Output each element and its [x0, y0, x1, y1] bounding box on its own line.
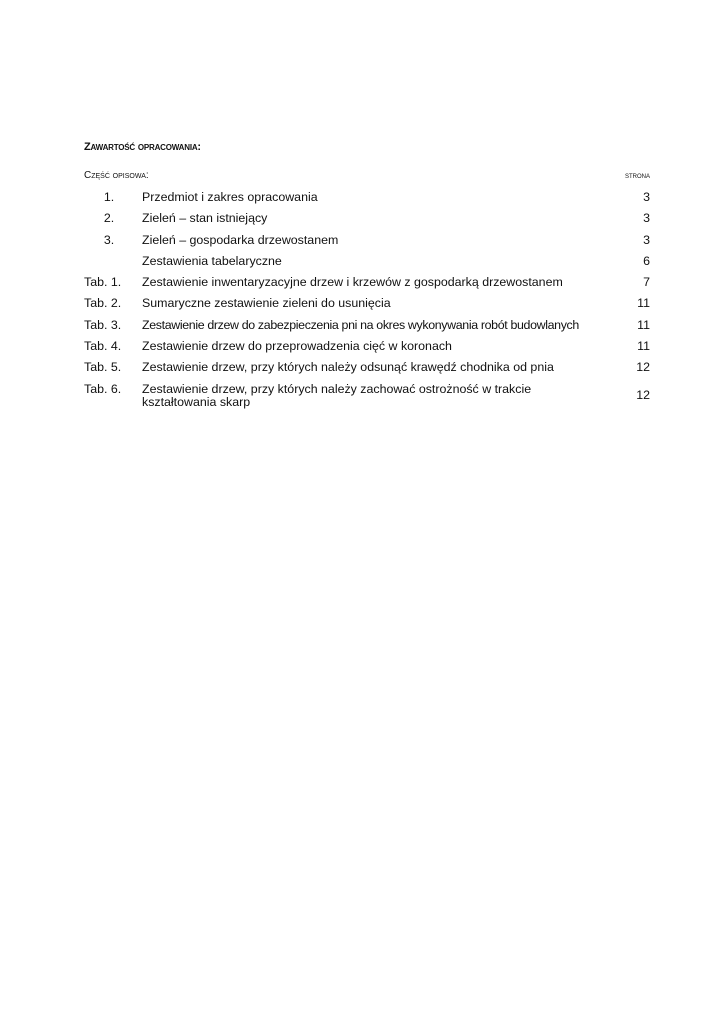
toc-row-page: 3: [643, 211, 650, 226]
toc-row-page: 11: [637, 317, 650, 332]
toc-row-page: 7: [643, 275, 650, 290]
table-of-contents: [84, 187, 650, 413]
section-label: Część opisowa:: [84, 170, 149, 181]
toc-row: [84, 208, 650, 229]
toc-row-title: Przedmiot i zakres opracowania: [142, 190, 318, 204]
toc-row-number: Tab. 6.: [84, 381, 122, 396]
toc-row-title: Zestawienie drzew, przy których należy zachować ostrożność w trakcie kształtowania skarp: [142, 381, 532, 409]
toc-row: [84, 272, 650, 293]
page-column-label: strona: [624, 170, 650, 180]
toc-row-page: 3: [643, 190, 650, 204]
toc-row: [84, 379, 650, 413]
toc-row-title: Zestawienie drzew, przy których należy odsunąć krawędź chodnika od pnia: [142, 360, 554, 375]
toc-row-title: Zieleń – stan istniejący: [142, 211, 268, 226]
document-title: Zawartość opracowania:: [84, 141, 201, 153]
toc-row-title: Sumaryczne zestawienie zieleni do usunięcia: [142, 296, 391, 311]
toc-row-number: Tab. 2.: [84, 296, 122, 311]
toc-row-number: 2.: [103, 211, 115, 226]
toc-row: [84, 315, 650, 336]
toc-row-page: 12: [636, 360, 650, 375]
toc-row: [84, 187, 650, 208]
toc-row-title: Zestawienie inwentaryzacyjne drzew i krzewów z gospodarką drzewostanem: [142, 275, 563, 290]
toc-row-number: Tab. 5.: [84, 360, 122, 375]
toc-row-title: Zestawienia tabelaryczne: [142, 253, 282, 268]
toc-header: [84, 170, 650, 184]
toc-row-number: Tab. 1.: [84, 275, 122, 290]
toc-row-title: Zestawienie drzew do przeprowadzenia cięć w koronach: [142, 339, 452, 354]
toc-row: [84, 357, 650, 378]
toc-row-number: 3.: [103, 232, 115, 247]
toc-row-page: 11: [637, 296, 650, 311]
toc-row-number: 1.: [103, 190, 115, 204]
toc-row-page: 11: [637, 339, 650, 354]
toc-row-number: Tab. 4.: [84, 339, 122, 354]
toc-row-title: Zieleń – gospodarka drzewostanem: [142, 232, 339, 247]
toc-row: [84, 230, 650, 251]
toc-row-page: 3: [643, 232, 650, 247]
toc-row: [84, 336, 650, 357]
toc-row: [84, 251, 650, 272]
toc-row-page: 6: [643, 253, 650, 268]
toc-row-number: Tab. 3.: [84, 317, 122, 332]
toc-row: [84, 293, 650, 314]
toc-row-title: Zestawienie drzew do zabezpieczenia pni na okres wykonywania robót budowlanych: [142, 317, 579, 332]
toc-row-page: 12: [636, 387, 650, 402]
